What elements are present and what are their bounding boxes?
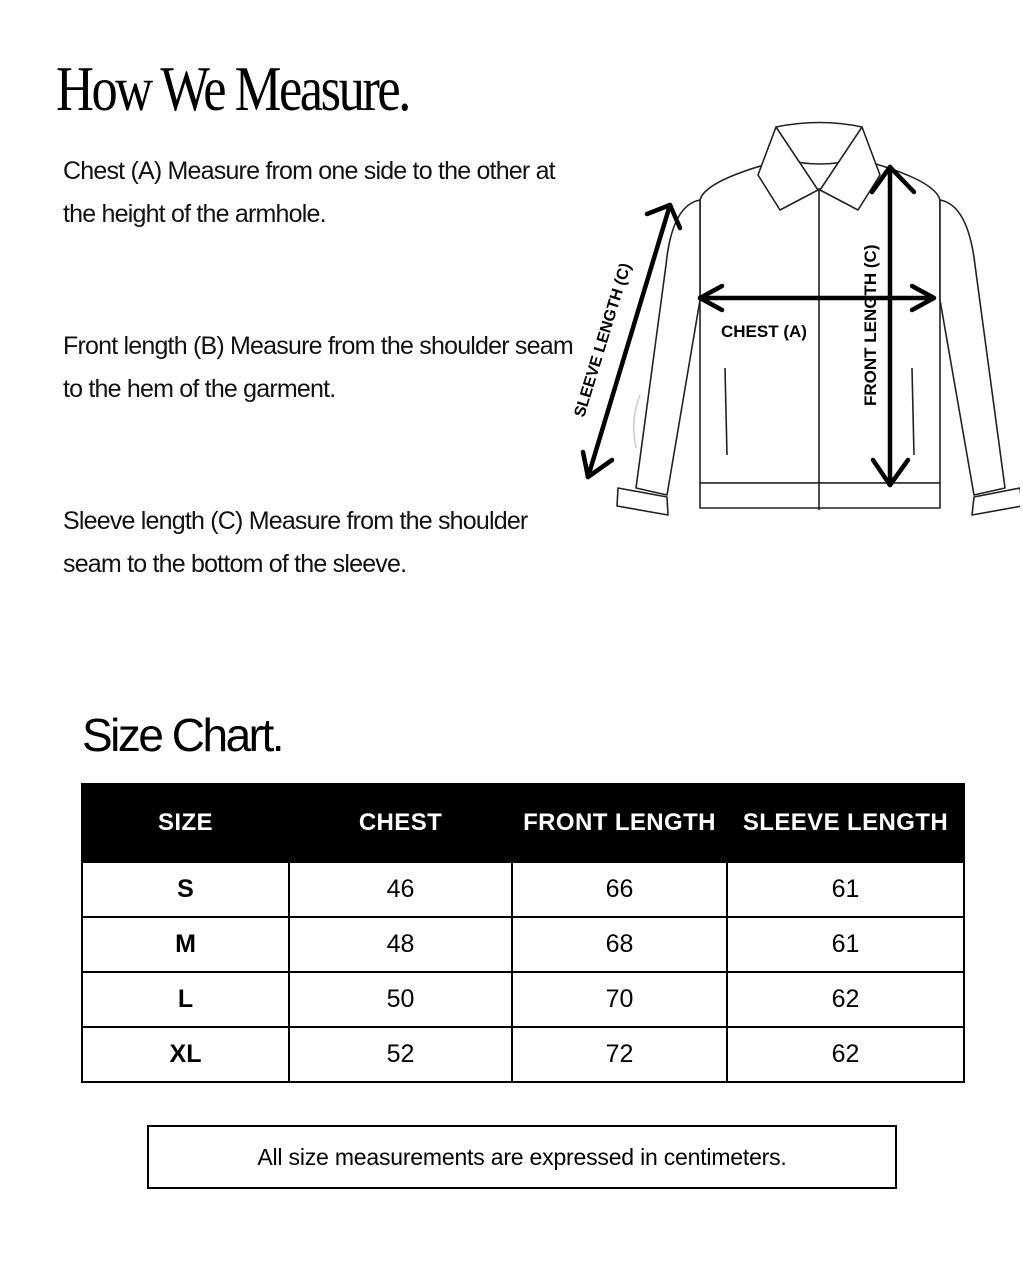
- size-chart-table: [81, 783, 965, 1083]
- front-length-instruction: Front length (B) Measure from the shoulder seam to the hem of the garment.: [63, 332, 573, 403]
- chest-cell: 50: [289, 972, 512, 1027]
- jacket-diagram: [560, 115, 1020, 530]
- header-size: SIZE: [82, 784, 289, 862]
- chest-cell: 46: [289, 862, 512, 917]
- chest-cell: 52: [289, 1027, 512, 1082]
- table-row: [82, 862, 964, 917]
- header-sleeve-length: SLEEVE LENGTH: [727, 784, 964, 862]
- size-cell: L: [82, 972, 289, 1027]
- header-chest: CHEST: [289, 784, 512, 862]
- front-length-label: FRONT LENGTH (C): [861, 244, 880, 406]
- chest-instruction: Chest (A) Measure from one side to the other at the height of the armhole.: [63, 157, 555, 228]
- front-length-cell: 66: [512, 862, 727, 917]
- jacket-illustration: [617, 123, 1020, 516]
- front-length-cell: 68: [512, 917, 727, 972]
- sleeve-length-cell: 62: [727, 1027, 964, 1082]
- size-cell: S: [82, 862, 289, 917]
- units-note: All size measurements are expressed in centimeters.: [147, 1125, 897, 1189]
- page-title: How We Measure.: [56, 53, 409, 124]
- sleeve-length-label: SLEEVE LENGTH (C): [571, 261, 635, 420]
- size-chart-title: Size Chart.: [82, 709, 283, 761]
- sleeve-arrow-head-bottom: [583, 452, 612, 477]
- sleeve-length-cell: 61: [727, 917, 964, 972]
- size-cell: M: [82, 917, 289, 972]
- size-cell: XL: [82, 1027, 289, 1082]
- sleeve-length-cell: 61: [727, 862, 964, 917]
- table-row: [82, 1027, 964, 1082]
- table-row: [82, 972, 964, 1027]
- table-header-row: [82, 784, 964, 862]
- chest-label: CHEST (A): [721, 322, 807, 341]
- table-row: [82, 917, 964, 972]
- chest-cell: 48: [289, 917, 512, 972]
- front-length-cell: 72: [512, 1027, 727, 1082]
- front-length-cell: 70: [512, 972, 727, 1027]
- header-front-length: FRONT LENGTH: [512, 784, 727, 862]
- sleeve-length-cell: 62: [727, 972, 964, 1027]
- sleeve-length-instruction: Sleeve length (C) Measure from the shoulder seam to the bottom of the sleeve.: [63, 507, 528, 578]
